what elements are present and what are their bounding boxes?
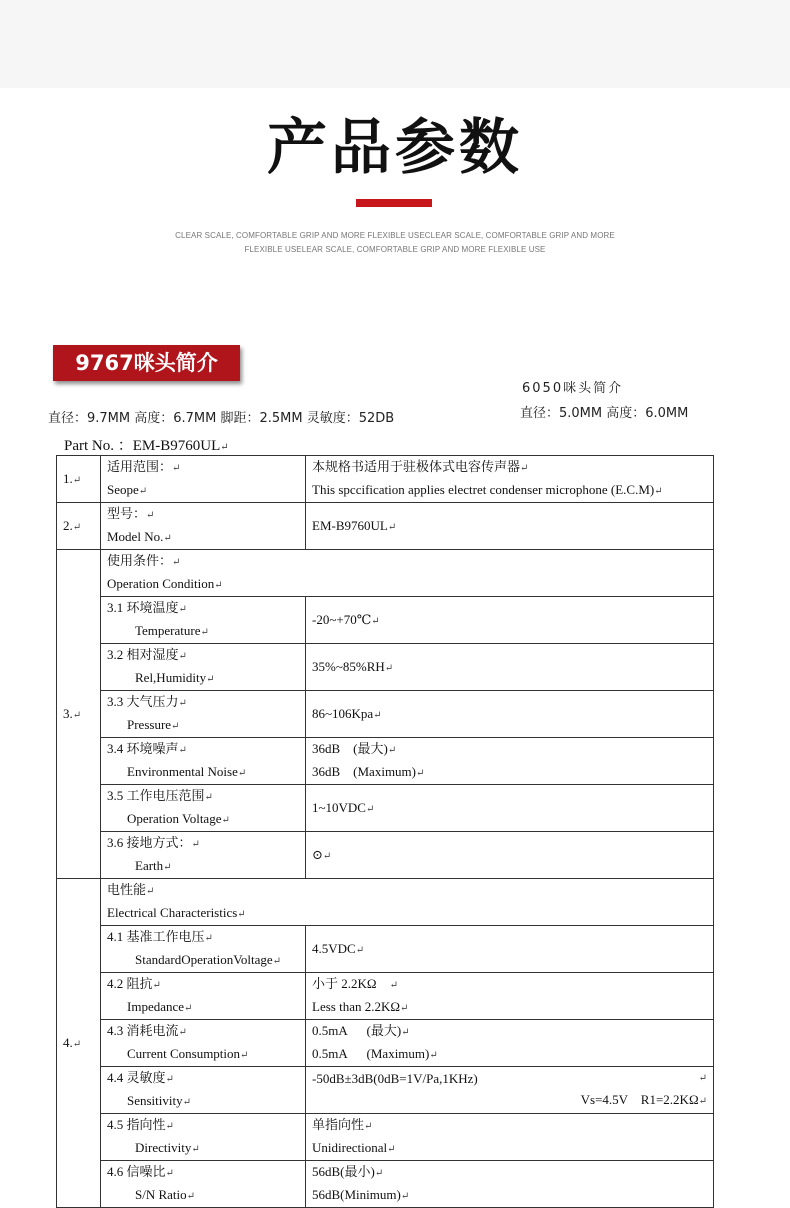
row-value: 36dB (最大)↵ 36dB (Maximum)↵	[306, 738, 714, 785]
row-value: -50dB±3dB(0dB=1V/Pa,1KHz) ↵ Vs=4.5V R1=2.2KΩ↵	[306, 1067, 714, 1114]
table-row	[57, 1161, 714, 1208]
table-row	[57, 1114, 714, 1161]
row-num: 4.↵	[57, 879, 101, 1208]
table-row	[57, 644, 714, 691]
table-row	[57, 1020, 714, 1067]
row-label: 3.1 环境温度↵ Temperature↵	[101, 597, 306, 644]
subtitle-line-2: FLEXIBLE USELEAR SCALE, COMFORTABLE GRIP AND MORE FLEXIBLE USE	[244, 245, 546, 254]
row-value: 35%~85%RH↵	[306, 644, 714, 691]
spec-9767: 直径：9.7MM 高度：6.7MM 脚距：2.5MM 灵敏度：52DB	[48, 411, 395, 426]
row-label: 适用范围：↵ Seope↵	[101, 456, 306, 503]
row-label: 使用条件：↵ Operation Condition↵	[101, 550, 714, 597]
title-6050: 6050咪头简介	[522, 381, 624, 396]
row-value: EM-B9760UL↵	[306, 503, 714, 550]
earth-symbol-icon: ⊙	[312, 846, 323, 862]
row-label: 4.3 消耗电流↵ Current Consumption↵	[101, 1020, 306, 1067]
row-label: 电性能↵ Electrical Characteristics↵	[101, 879, 714, 926]
title-accent-bar	[356, 199, 432, 207]
row-num: 3.↵	[57, 550, 101, 879]
row-label: 型号：↵ Model No.↵	[101, 503, 306, 550]
row-value: 小于 2.2KΩ ↵ Less than 2.2KΩ↵	[306, 973, 714, 1020]
row-label: 3.2 相对湿度↵ Rel,Humidity↵	[101, 644, 306, 691]
table-row	[57, 1067, 714, 1114]
row-label: 3.6 接地方式：↵ Earth↵	[101, 832, 306, 879]
page-title: 产品参数	[267, 113, 523, 183]
table-row	[57, 926, 714, 973]
row-label: 4.4 灵敏度↵ Sensitivity↵	[101, 1067, 306, 1114]
row-label: 3.3 大气压力↵ Pressure↵	[101, 691, 306, 738]
row-value: 1~10VDC↵	[306, 785, 714, 832]
table-row	[57, 785, 714, 832]
row-value: 单指向性↵ Unidirectional↵	[306, 1114, 714, 1161]
row-label: 4.5 指向性↵ Directivity↵	[101, 1114, 306, 1161]
spec-6050: 直径：5.0MM 高度：6.0MM	[520, 406, 689, 421]
row-label: 4.1 基准工作电压↵ StandardOperationVoltage↵	[101, 926, 306, 973]
row-value: 86~106Kpa↵	[306, 691, 714, 738]
row-label: 4.6 信噪比↵ S/N Ratio↵	[101, 1161, 306, 1208]
row-label: 3.5 工作电压范围↵ Operation Voltage↵	[101, 785, 306, 832]
table-row	[57, 832, 714, 879]
table-row	[57, 503, 714, 550]
table-row	[57, 691, 714, 738]
top-band	[0, 0, 790, 88]
row-label: 3.4 环境噪声↵ Environmental Noise↵	[101, 738, 306, 785]
part-number: Part No. ：EM-B9760UL↵	[64, 438, 229, 454]
row-value: -20~+70℃↵	[306, 597, 714, 644]
row-value: 4.5VDC↵	[306, 926, 714, 973]
row-value: ⊙↵	[306, 832, 714, 879]
table-row	[57, 879, 714, 926]
row-value: 本规格书适用于驻极体式电容传声器↵ This spccification applies electret condenser microphone (E.C.M)↵	[306, 456, 714, 503]
table-row	[57, 597, 714, 644]
table-row	[57, 456, 714, 503]
section-badge: 9767咪头简介	[53, 345, 240, 381]
spec-table	[56, 455, 714, 1208]
subtitle-line-1: CLEAR SCALE, COMFORTABLE GRIP AND MORE FLEXIBLE USECLEAR SCALE, COMFORTABLE GRIP AND MORE	[175, 231, 615, 240]
row-num: 1.↵	[57, 456, 101, 503]
row-num: 2.↵	[57, 503, 101, 550]
row-label: 4.2 阻抗↵ Impedance↵	[101, 973, 306, 1020]
table-row	[57, 550, 714, 597]
row-value: 56dB(最小)↵ 56dB(Minimum)↵	[306, 1161, 714, 1208]
table-row	[57, 973, 714, 1020]
table-row	[57, 738, 714, 785]
row-value: 0.5mA (最大)↵ 0.5mA (Maximum)↵	[306, 1020, 714, 1067]
